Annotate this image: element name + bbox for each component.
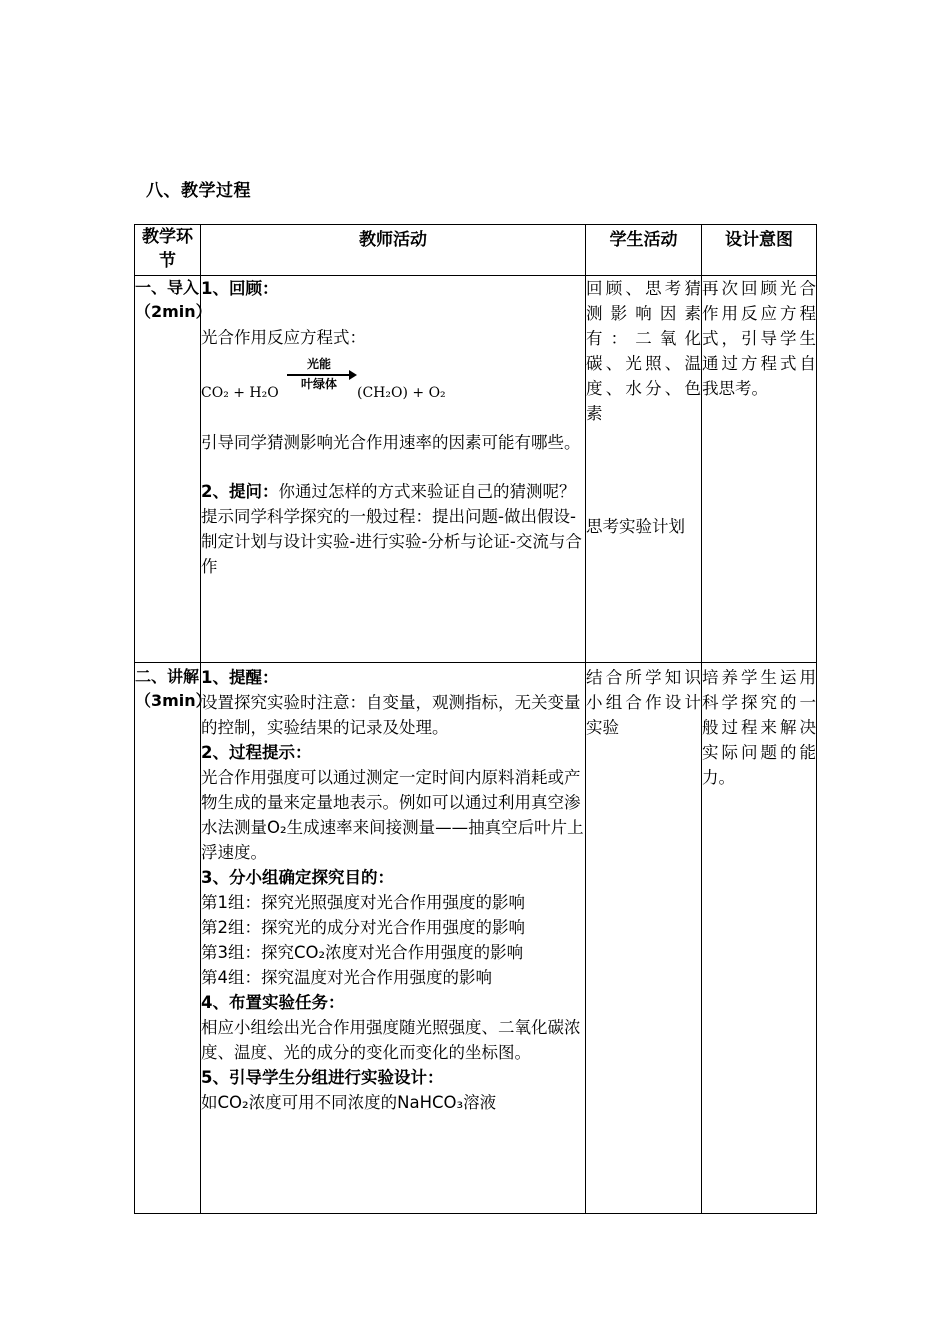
teacher-heading: 2、过程提示： bbox=[201, 743, 312, 762]
teacher-text: 相应小组绘出光合作用强度随光照强度、二氧化碳浓度、温度、光的成分的变化而变化的坐标图。 bbox=[201, 1018, 581, 1062]
equation-products: (CH₂O) + O₂ bbox=[357, 385, 446, 401]
teacher-heading: 4、布置实验任务： bbox=[201, 993, 345, 1012]
teacher-heading: 3、分小组确定探究目的： bbox=[201, 868, 394, 887]
teaching-process-table bbox=[134, 224, 817, 1214]
segment-cell: 二、讲解（3min） bbox=[135, 663, 201, 1214]
table-row bbox=[135, 276, 817, 663]
group-item: 第3组：探究CO₂浓度对光合作用强度的影响 bbox=[201, 943, 524, 962]
student-cell: 结合所学知识小组合作设计实验 bbox=[586, 663, 702, 1214]
teacher-heading: 1、回顾： bbox=[201, 279, 279, 298]
header-design: 设计意图 bbox=[702, 225, 817, 276]
arrow-condition-bottom: 叶绿体 bbox=[300, 377, 337, 391]
teacher-heading: 5、引导学生分组进行实验设计： bbox=[201, 1068, 444, 1087]
teacher-heading: 2、提问： bbox=[201, 482, 279, 501]
teacher-text-body: 你通过怎样的方式来验证自己的猜测呢？提示同学科学探究的一般过程：提出问题-做出假设-制定计划与设计实验-进行实验-分析与论证-交流与合作 bbox=[201, 482, 582, 576]
group-item: 第2组：探究光的成分对光合作用强度的影响 bbox=[201, 918, 525, 937]
segment-cell: 一、导入（2min） bbox=[135, 276, 201, 663]
design-cell: 培养学生运用科学探究的一般过程来解决实际问题的能力。 bbox=[702, 663, 817, 1214]
teacher-cell bbox=[201, 663, 586, 1214]
student-text: 回顾、思考猜测影响因素有：二氧化碳、光照、温度、水分、色素 bbox=[586, 279, 701, 423]
teacher-heading: 1、提醒： bbox=[201, 668, 279, 687]
table-header-row bbox=[135, 225, 817, 276]
group-item: 第4组：探究温度对光合作用强度的影响 bbox=[201, 968, 492, 987]
arrow-condition-top: 光能 bbox=[306, 357, 331, 371]
teacher-cell bbox=[201, 276, 586, 663]
header-teacher: 教师活动 bbox=[201, 225, 586, 276]
arrow-icon bbox=[287, 374, 351, 376]
photosynthesis-equation bbox=[201, 350, 585, 406]
section-heading: 八、教学过程 bbox=[146, 181, 251, 201]
teacher-text: 设置探究实验时注意：自变量，观测指标，无关变量的控制，实验结果的记录及处理。 bbox=[201, 693, 581, 737]
teacher-text: 光合作用强度可以通过测定一定时间内原料消耗或产物生成的量来定量地表示。例如可以通过利用真空渗水法测量O₂生成速率来间接测量——抽真空后叶片上浮速度。 bbox=[201, 768, 584, 862]
teacher-text: 光合作用反应方程式： bbox=[201, 328, 366, 347]
student-text: 思考实验计划 bbox=[586, 517, 685, 536]
table-row bbox=[135, 663, 817, 1214]
teacher-text bbox=[201, 479, 585, 579]
teacher-text: 如CO₂浓度可用不同浓度的NaHCO₃溶液 bbox=[201, 1093, 497, 1112]
group-item: 第1组：探究光照强度对光合作用强度的影响 bbox=[201, 893, 525, 912]
header-segment: 教学环节 bbox=[135, 225, 201, 276]
equation-reactants: CO₂ + H₂O bbox=[201, 385, 279, 401]
teacher-text: 引导同学猜测影响光合作用速率的因素可能有哪些。 bbox=[201, 433, 581, 452]
reaction-arrow bbox=[287, 357, 351, 392]
student-cell bbox=[586, 276, 702, 663]
header-student: 学生活动 bbox=[586, 225, 702, 276]
design-cell: 再次回顾光合作用反应方程式，引导学生通过方程式自我思考。 bbox=[702, 276, 817, 663]
